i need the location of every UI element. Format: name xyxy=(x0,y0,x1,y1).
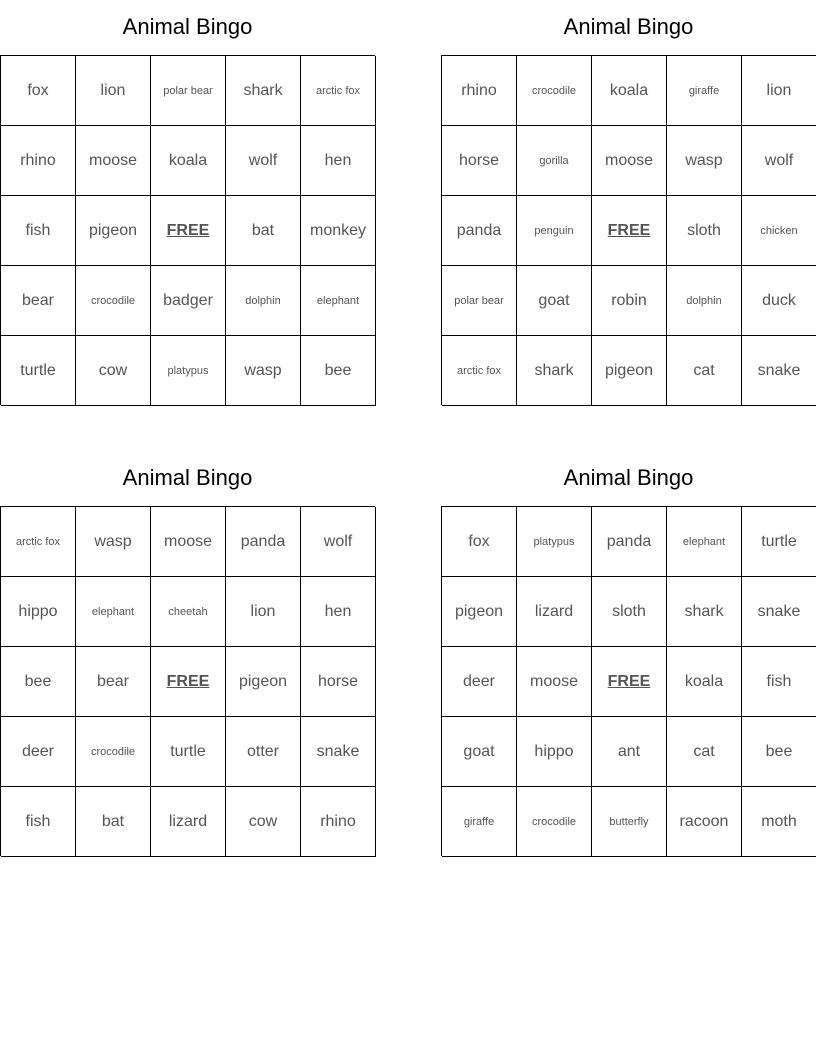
bingo-cell: fox xyxy=(1,56,76,126)
bingo-cell: elephant xyxy=(667,507,742,577)
bingo-grid xyxy=(0,55,375,405)
bingo-cell: dolphin xyxy=(667,266,742,336)
bingo-cell: hippo xyxy=(1,577,76,647)
bingo-cell: cow xyxy=(226,787,301,857)
bingo-cell: snake xyxy=(742,336,816,406)
bingo-cell: koala xyxy=(592,56,667,126)
free-space-cell: FREE xyxy=(592,196,667,266)
bingo-cell: turtle xyxy=(1,336,76,406)
bingo-cell: arctic fox xyxy=(1,507,76,577)
card-title: Animal Bingo xyxy=(122,465,253,490)
bingo-cell: deer xyxy=(442,647,517,717)
bingo-cell: gorilla xyxy=(517,126,592,196)
bingo-cell: rhino xyxy=(1,126,76,196)
bingo-cell: crocodile xyxy=(76,266,151,336)
bingo-cell: giraffe xyxy=(667,56,742,126)
bingo-cell: fish xyxy=(1,196,76,266)
bingo-cell: lion xyxy=(226,577,301,647)
bingo-cell: crocodile xyxy=(76,717,151,787)
bingo-card-2 xyxy=(441,10,816,405)
bingo-cell: bee xyxy=(1,647,76,717)
bingo-cell: sloth xyxy=(667,196,742,266)
bingo-cell: fish xyxy=(742,647,816,717)
bingo-cell: turtle xyxy=(151,717,226,787)
bingo-cell: rhino xyxy=(301,787,376,857)
bingo-cell: koala xyxy=(151,126,226,196)
bingo-cell: fox xyxy=(442,507,517,577)
bingo-cell: goat xyxy=(517,266,592,336)
bingo-cell: polar bear xyxy=(442,266,517,336)
bingo-cell: pigeon xyxy=(442,577,517,647)
bingo-cell: moose xyxy=(592,126,667,196)
bingo-cell: elephant xyxy=(301,266,376,336)
bingo-cell: crocodile xyxy=(517,56,592,126)
bingo-cell: cat xyxy=(667,717,742,787)
bingo-cell: dolphin xyxy=(226,266,301,336)
free-space-cell: FREE xyxy=(151,647,226,717)
bingo-cell: sloth xyxy=(592,577,667,647)
bingo-cell: shark xyxy=(226,56,301,126)
bingo-cell: cat xyxy=(667,336,742,406)
bingo-cell: pigeon xyxy=(592,336,667,406)
bingo-cell: bat xyxy=(226,196,301,266)
bingo-cell: panda xyxy=(592,507,667,577)
bingo-cell: bee xyxy=(742,717,816,787)
bingo-cell: ant xyxy=(592,717,667,787)
free-space-cell: FREE xyxy=(592,647,667,717)
bingo-cell: wasp xyxy=(76,507,151,577)
bingo-cell: turtle xyxy=(742,507,816,577)
bingo-cell: moth xyxy=(742,787,816,857)
bingo-card-4 xyxy=(441,461,816,856)
bingo-cell: monkey xyxy=(301,196,376,266)
bingo-cell: bat xyxy=(76,787,151,857)
bingo-cell: bee xyxy=(301,336,376,406)
bingo-cell: platypus xyxy=(517,507,592,577)
bingo-cell: bear xyxy=(76,647,151,717)
bingo-cell: lizard xyxy=(151,787,226,857)
bingo-cell: hen xyxy=(301,126,376,196)
bingo-cell: badger xyxy=(151,266,226,336)
bingo-cell: bear xyxy=(1,266,76,336)
bingo-cell: rhino xyxy=(442,56,517,126)
bingo-cell: otter xyxy=(226,717,301,787)
bingo-cell: horse xyxy=(442,126,517,196)
bingo-cell: moose xyxy=(76,126,151,196)
bingo-cell: racoon xyxy=(667,787,742,857)
bingo-card-3 xyxy=(0,461,375,856)
bingo-cell: koala xyxy=(667,647,742,717)
bingo-cell: hippo xyxy=(517,717,592,787)
bingo-cell: cow xyxy=(76,336,151,406)
bingo-cell: snake xyxy=(301,717,376,787)
bingo-card-1 xyxy=(0,10,375,405)
bingo-cell: lion xyxy=(742,56,816,126)
bingo-cell: polar bear xyxy=(151,56,226,126)
bingo-cell: arctic fox xyxy=(301,56,376,126)
bingo-cell: wasp xyxy=(226,336,301,406)
bingo-cell: giraffe xyxy=(442,787,517,857)
bingo-cell: penguin xyxy=(517,196,592,266)
bingo-cell: panda xyxy=(442,196,517,266)
card-title: Animal Bingo xyxy=(563,14,694,39)
bingo-grid xyxy=(441,506,816,856)
bingo-cell: pigeon xyxy=(226,647,301,717)
bingo-cell: moose xyxy=(151,507,226,577)
bingo-cell: fish xyxy=(1,787,76,857)
bingo-grid xyxy=(441,55,816,405)
bingo-cell: shark xyxy=(517,336,592,406)
bingo-cell: moose xyxy=(517,647,592,717)
bingo-cell: lizard xyxy=(517,577,592,647)
bingo-cell: wolf xyxy=(226,126,301,196)
bingo-cell: lion xyxy=(76,56,151,126)
bingo-cell: wasp xyxy=(667,126,742,196)
card-title: Animal Bingo xyxy=(122,14,253,39)
bingo-cell: hen xyxy=(301,577,376,647)
bingo-grid xyxy=(0,506,375,856)
bingo-cell: shark xyxy=(667,577,742,647)
bingo-cell: wolf xyxy=(742,126,816,196)
bingo-cell: butterfly xyxy=(592,787,667,857)
bingo-cell: cheetah xyxy=(151,577,226,647)
bingo-cell: duck xyxy=(742,266,816,336)
bingo-cell: goat xyxy=(442,717,517,787)
bingo-cell: arctic fox xyxy=(442,336,517,406)
bingo-cell: chicken xyxy=(742,196,816,266)
bingo-cell: panda xyxy=(226,507,301,577)
bingo-cell: deer xyxy=(1,717,76,787)
bingo-cell: horse xyxy=(301,647,376,717)
free-space-cell: FREE xyxy=(151,196,226,266)
bingo-cell: platypus xyxy=(151,336,226,406)
card-title: Animal Bingo xyxy=(563,465,694,490)
bingo-cell: elephant xyxy=(76,577,151,647)
bingo-cell: snake xyxy=(742,577,816,647)
bingo-cell: robin xyxy=(592,266,667,336)
bingo-cell: crocodile xyxy=(517,787,592,857)
bingo-cell: wolf xyxy=(301,507,376,577)
bingo-cell: pigeon xyxy=(76,196,151,266)
